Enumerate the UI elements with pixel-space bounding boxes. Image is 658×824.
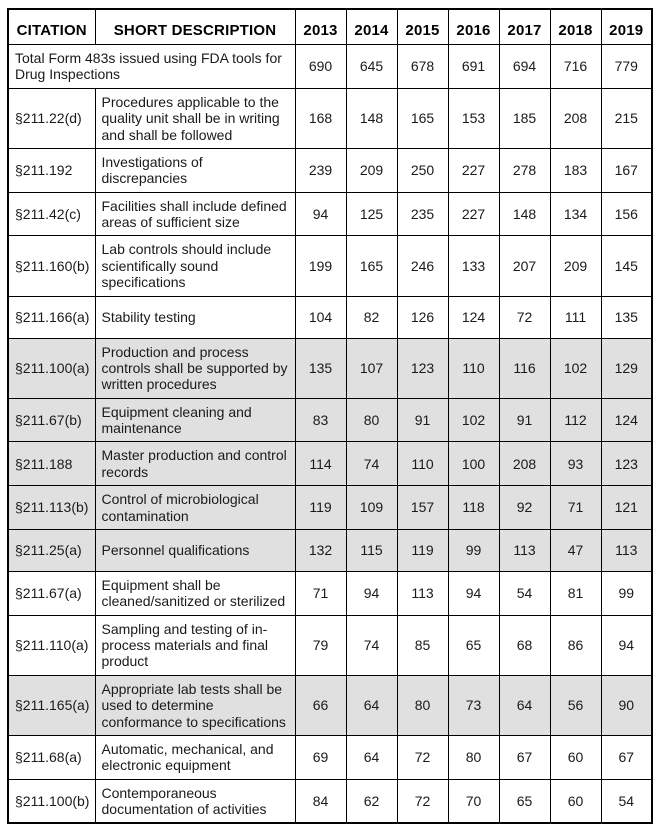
value-cell: 165 [397, 88, 448, 148]
value-cell: 64 [346, 675, 397, 735]
value-cell: 54 [601, 779, 652, 823]
value-cell: 132 [295, 529, 346, 571]
value-cell: 74 [346, 442, 397, 486]
value-cell: 56 [550, 675, 601, 735]
value-cell: 92 [499, 486, 550, 530]
table-row [8, 779, 652, 823]
table-row [8, 88, 652, 148]
value-cell: 102 [448, 398, 499, 442]
citation-cell: §211.25(a) [8, 529, 95, 571]
total-value-2015: 678 [397, 45, 448, 89]
total-value-2014: 645 [346, 45, 397, 89]
value-cell: 119 [295, 486, 346, 530]
column-header-2019: 2019 [601, 9, 652, 45]
value-cell: 110 [448, 338, 499, 398]
value-cell: 113 [499, 529, 550, 571]
header-row [8, 9, 652, 45]
value-cell: 157 [397, 486, 448, 530]
value-cell: 82 [346, 296, 397, 338]
total-value-2017: 694 [499, 45, 550, 89]
value-cell: 156 [601, 192, 652, 236]
column-header-2013: 2013 [295, 9, 346, 45]
column-header-citation: CITATION [8, 9, 95, 45]
column-header-2014: 2014 [346, 9, 397, 45]
table-row [8, 338, 652, 398]
value-cell: 134 [550, 192, 601, 236]
column-header-2017: 2017 [499, 9, 550, 45]
column-header-short-description: SHORT DESCRIPTION [95, 9, 295, 45]
value-cell: 107 [346, 338, 397, 398]
value-cell: 207 [499, 236, 550, 296]
description-cell: Master production and control records [95, 442, 295, 486]
description-cell: Control of microbiological contamination [95, 486, 295, 530]
value-cell: 209 [346, 148, 397, 192]
description-cell: Investigations of discrepancies [95, 148, 295, 192]
citation-cell: §211.113(b) [8, 486, 95, 530]
value-cell: 113 [397, 571, 448, 615]
value-cell: 208 [550, 88, 601, 148]
value-cell: 124 [601, 398, 652, 442]
value-cell: 99 [601, 571, 652, 615]
table-row [8, 296, 652, 338]
table-row [8, 571, 652, 615]
value-cell: 104 [295, 296, 346, 338]
value-cell: 118 [448, 486, 499, 530]
value-cell: 67 [601, 735, 652, 779]
value-cell: 90 [601, 675, 652, 735]
value-cell: 91 [397, 398, 448, 442]
value-cell: 94 [601, 615, 652, 675]
value-cell: 80 [397, 675, 448, 735]
table-row [8, 529, 652, 571]
value-cell: 246 [397, 236, 448, 296]
value-cell: 227 [448, 148, 499, 192]
fda-483-citations-table [7, 8, 653, 824]
value-cell: 47 [550, 529, 601, 571]
table-row [8, 615, 652, 675]
citation-cell: §211.22(d) [8, 88, 95, 148]
value-cell: 116 [499, 338, 550, 398]
value-cell: 94 [448, 571, 499, 615]
citation-cell: §211.100(a) [8, 338, 95, 398]
value-cell: 109 [346, 486, 397, 530]
value-cell: 93 [550, 442, 601, 486]
value-cell: 72 [499, 296, 550, 338]
value-cell: 165 [346, 236, 397, 296]
value-cell: 72 [397, 779, 448, 823]
value-cell: 99 [448, 529, 499, 571]
value-cell: 65 [448, 615, 499, 675]
value-cell: 91 [499, 398, 550, 442]
value-cell: 115 [346, 529, 397, 571]
value-cell: 67 [499, 735, 550, 779]
total-value-2018: 716 [550, 45, 601, 89]
total-value-2016: 691 [448, 45, 499, 89]
value-cell: 71 [550, 486, 601, 530]
description-cell: Personnel qualifications [95, 529, 295, 571]
value-cell: 70 [448, 779, 499, 823]
value-cell: 83 [295, 398, 346, 442]
citation-cell: §211.100(b) [8, 779, 95, 823]
value-cell: 123 [601, 442, 652, 486]
table-row [8, 735, 652, 779]
value-cell: 64 [499, 675, 550, 735]
value-cell: 135 [295, 338, 346, 398]
value-cell: 121 [601, 486, 652, 530]
value-cell: 85 [397, 615, 448, 675]
table-row [8, 192, 652, 236]
value-cell: 80 [346, 398, 397, 442]
value-cell: 215 [601, 88, 652, 148]
value-cell: 239 [295, 148, 346, 192]
value-cell: 125 [346, 192, 397, 236]
table-row [8, 148, 652, 192]
value-cell: 71 [295, 571, 346, 615]
citation-cell: §211.68(a) [8, 735, 95, 779]
citation-cell: §211.110(a) [8, 615, 95, 675]
value-cell: 81 [550, 571, 601, 615]
value-cell: 227 [448, 192, 499, 236]
value-cell: 113 [601, 529, 652, 571]
value-cell: 199 [295, 236, 346, 296]
value-cell: 148 [499, 192, 550, 236]
value-cell: 167 [601, 148, 652, 192]
value-cell: 126 [397, 296, 448, 338]
value-cell: 100 [448, 442, 499, 486]
value-cell: 145 [601, 236, 652, 296]
table-row [8, 398, 652, 442]
total-value-2013: 690 [295, 45, 346, 89]
description-cell: Appropriate lab tests shall be used to determine conformance to specifications [95, 675, 295, 735]
value-cell: 60 [550, 779, 601, 823]
value-cell: 69 [295, 735, 346, 779]
description-cell: Procedures applicable to the quality unit shall be in writing and shall be followed [95, 88, 295, 148]
value-cell: 111 [550, 296, 601, 338]
value-cell: 250 [397, 148, 448, 192]
column-header-2016: 2016 [448, 9, 499, 45]
description-cell: Facilities shall include defined areas of sufficient size [95, 192, 295, 236]
value-cell: 94 [295, 192, 346, 236]
value-cell: 84 [295, 779, 346, 823]
total-value-2019: 779 [601, 45, 652, 89]
value-cell: 60 [550, 735, 601, 779]
value-cell: 79 [295, 615, 346, 675]
value-cell: 66 [295, 675, 346, 735]
column-header-2018: 2018 [550, 9, 601, 45]
value-cell: 133 [448, 236, 499, 296]
value-cell: 112 [550, 398, 601, 442]
value-cell: 74 [346, 615, 397, 675]
value-cell: 168 [295, 88, 346, 148]
column-header-2015: 2015 [397, 9, 448, 45]
value-cell: 153 [448, 88, 499, 148]
value-cell: 68 [499, 615, 550, 675]
table-row [8, 442, 652, 486]
value-cell: 185 [499, 88, 550, 148]
value-cell: 102 [550, 338, 601, 398]
table-row [8, 486, 652, 530]
description-cell: Equipment cleaning and maintenance [95, 398, 295, 442]
citation-cell: §211.67(b) [8, 398, 95, 442]
value-cell: 148 [346, 88, 397, 148]
value-cell: 119 [397, 529, 448, 571]
value-cell: 208 [499, 442, 550, 486]
table-row [8, 236, 652, 296]
table-row [8, 675, 652, 735]
value-cell: 86 [550, 615, 601, 675]
citation-cell: §211.188 [8, 442, 95, 486]
value-cell: 123 [397, 338, 448, 398]
value-cell: 65 [499, 779, 550, 823]
description-cell: Contemporaneous documentation of activities [95, 779, 295, 823]
description-cell: Lab controls should include scientifically sound specifications [95, 236, 295, 296]
total-row-label: Total Form 483s issued using FDA tools for Drug Inspections [8, 45, 295, 89]
value-cell: 64 [346, 735, 397, 779]
value-cell: 235 [397, 192, 448, 236]
value-cell: 124 [448, 296, 499, 338]
value-cell: 72 [397, 735, 448, 779]
value-cell: 278 [499, 148, 550, 192]
value-cell: 209 [550, 236, 601, 296]
value-cell: 129 [601, 338, 652, 398]
value-cell: 135 [601, 296, 652, 338]
value-cell: 114 [295, 442, 346, 486]
total-row [8, 45, 652, 89]
citation-cell: §211.42(c) [8, 192, 95, 236]
value-cell: 54 [499, 571, 550, 615]
value-cell: 94 [346, 571, 397, 615]
citation-cell: §211.192 [8, 148, 95, 192]
citation-cell: §211.166(a) [8, 296, 95, 338]
citation-cell: §211.160(b) [8, 236, 95, 296]
description-cell: Automatic, mechanical, and electronic equipment [95, 735, 295, 779]
value-cell: 80 [448, 735, 499, 779]
description-cell: Production and process controls shall be supported by written procedures [95, 338, 295, 398]
description-cell: Equipment shall be cleaned/sanitized or sterilized [95, 571, 295, 615]
value-cell: 183 [550, 148, 601, 192]
citation-cell: §211.165(a) [8, 675, 95, 735]
citation-cell: §211.67(a) [8, 571, 95, 615]
value-cell: 73 [448, 675, 499, 735]
value-cell: 62 [346, 779, 397, 823]
value-cell: 110 [397, 442, 448, 486]
description-cell: Stability testing [95, 296, 295, 338]
description-cell: Sampling and testing of in-process materials and final product [95, 615, 295, 675]
